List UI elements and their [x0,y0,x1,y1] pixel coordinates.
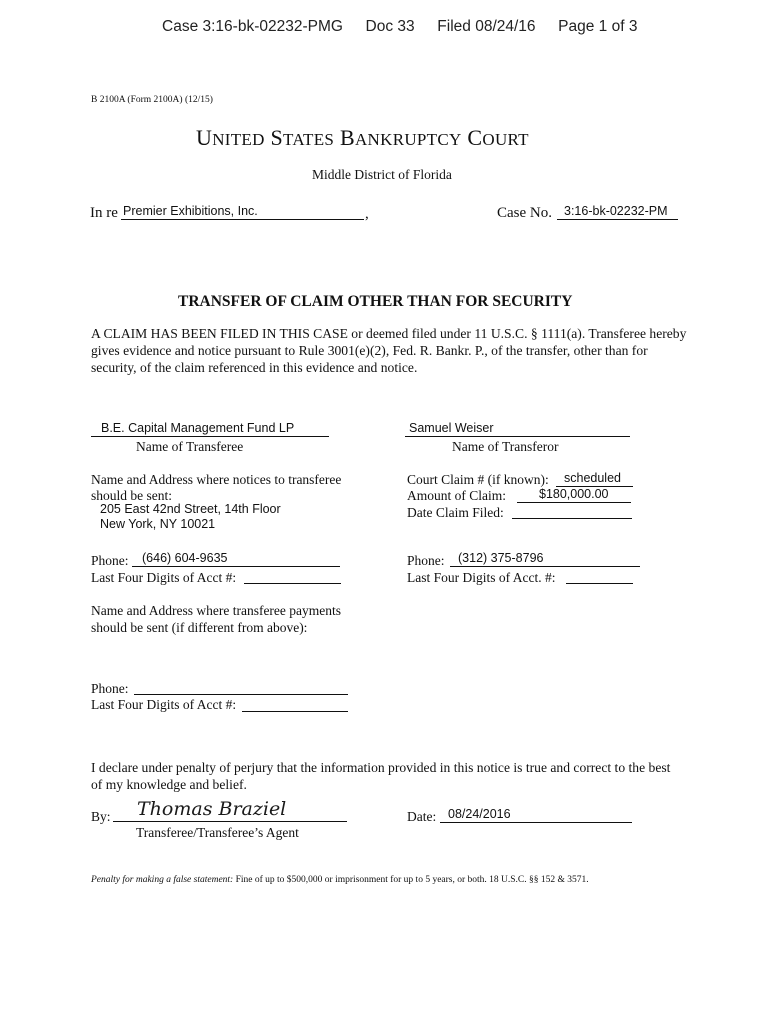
handwritten-signature: Thomas Braziel [137,798,287,820]
declaration-text: I declare under penalty of perjury that the information provided in this notice is true and correct to the best of my knowledge and belief. [91,760,671,792]
transferor-name: Samuel Weiser [409,421,494,435]
transferee-name: B.E. Capital Management Fund LP [101,421,295,435]
by-label: By: [91,809,111,824]
stamp-page: Page 1 of 3 [558,18,638,35]
penalty-italic: Penalty for making a false statement: [91,875,234,885]
notice-label-line1: Name and Address where notices to transferee [91,472,342,487]
payments-acct-label: Last Four Digits of Acct #: [91,697,237,712]
transferee-phone-label: Phone: [91,553,129,568]
claim-amount-label: Amount of Claim: [407,488,506,503]
payments-phone-field [134,679,348,695]
transferee-name-label: Name of Transferee [136,439,244,454]
transferor-name-field [405,421,630,437]
signer-role: Transferee/Transferee’s Agent [136,825,299,840]
payments-label-line1: Name and Address where transferee payments [91,603,342,618]
transferor-name-label: Name of Transferor [452,439,559,454]
court-district: Middle District of Florida [312,167,452,182]
payments-acct-field [242,696,348,712]
form-heading: TRANSFER OF CLAIM OTHER THAN FOR SECURITY [178,293,573,310]
case-no-field [557,204,678,220]
stamp-case: Case 3:16-bk-02232-PMG [162,18,343,35]
claim-amount-field [517,487,631,503]
court-title-part: OURT [482,130,529,149]
claim-number-label: Court Claim # (if known): [407,472,549,487]
transferor-phone-field [450,551,640,567]
transferor-acct-label: Last Four Digits of Acct. #: [407,570,556,585]
transferee-address-line2: New York, NY 10021 [100,517,216,531]
date-field [440,807,632,823]
claim-number-field [556,471,633,487]
transferor-phone-label: Phone: [407,553,445,568]
case-no-label: Case No. [497,205,552,221]
penalty-note [91,875,589,885]
court-title-part: U [196,125,213,150]
case-no: 3:16-bk-02232-PM [564,204,668,218]
court-title-part: B [340,125,355,150]
court-title-part: ANKRUPTCY [354,130,462,149]
court-title-part: S [270,125,284,150]
transferor-acct-field [566,568,633,584]
court-title-part: TATES [283,130,335,149]
date-label: Date: [407,809,437,824]
court-title [196,125,529,151]
court-title-part: C [467,125,483,150]
debtor-field [121,204,364,220]
in-re-label: In re [90,205,118,221]
court-title-part: NITED [212,130,265,149]
transferor-phone: (312) 375-8796 [458,551,544,565]
transferee-phone-field [132,551,340,567]
in-re-comma: , [365,206,369,222]
debtor-name: Premier Exhibitions, Inc. [123,204,258,218]
notice-label-line2: should be sent: [91,488,172,503]
transferee-name-field [91,421,329,437]
intro-paragraph: A CLAIM HAS BEEN FILED IN THIS CASE or deemed filed under 11 U.S.C. § 1111(a). Transferee hereby gives evidence and notice pursuant to Rule 3001(e)(2), Fed. R. Bankr. P., of the transfer, other than for security, of the claim referenced in this evidence and notice. [91,326,687,375]
transferee-acct-label: Last Four Digits of Acct #: [91,570,237,585]
signature-date: 08/24/2016 [448,807,511,821]
form-id: B 2100A (Form 2100A) (12/15) [91,95,213,105]
transferee-acct-field [244,568,341,584]
transferee-address-line1: 205 East 42nd Street, 14th Floor [100,502,281,516]
stamp-doc: Doc 33 [365,18,415,35]
payments-phone-label: Phone: [91,681,129,696]
signature-field [113,798,347,822]
payments-label-line2: should be sent (if different from above): [91,620,308,635]
penalty-text: Fine of up to $500,000 or imprisonment for up to 5 years, or both. 18 U.S.C. §§ 152 & 3571. [235,875,589,885]
stamp-filed: Filed 08/24/16 [437,18,536,35]
claim-amount: $180,000.00 [539,487,609,501]
filing-stamp [162,18,637,36]
transferee-phone: (646) 604-9635 [142,551,228,565]
date-filed-label: Date Claim Filed: [407,505,504,520]
date-filed-field [512,503,632,519]
claim-number: scheduled [564,471,621,485]
